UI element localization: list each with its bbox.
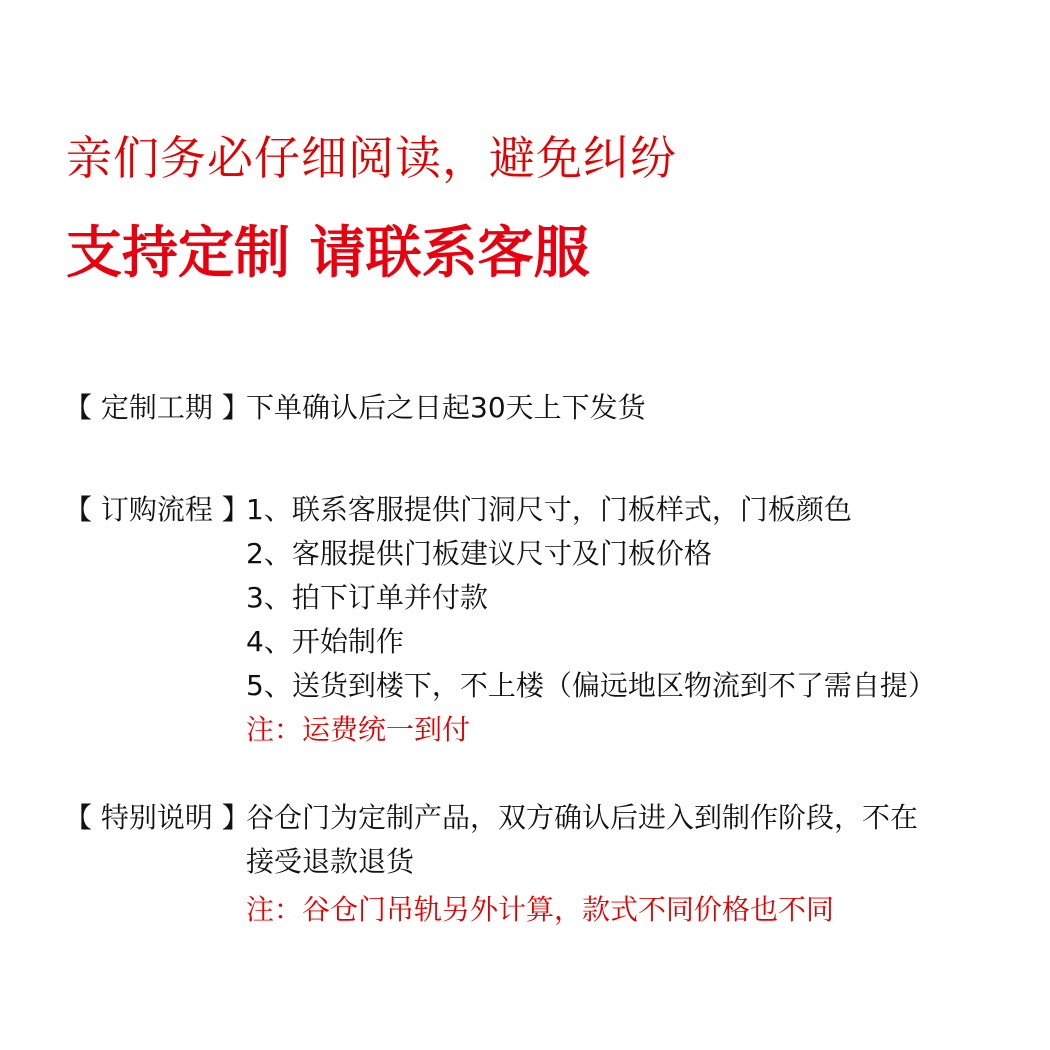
section-special-notes [64, 796, 918, 932]
section-content [246, 488, 936, 752]
process-step-2: 2、客服提供门板建议尺寸及门板价格 [246, 537, 712, 570]
process-step-3: 3、拍下订单并付款 [246, 581, 488, 614]
section-order-process [64, 488, 936, 752]
section-label-special-notes: 【 特别说明 】 [64, 801, 250, 834]
special-line-2: 接受退款退货 [246, 845, 415, 878]
section-content [246, 386, 646, 430]
special-line-1: 谷仓门为定制产品，双方确认后进入到制作阶段，不在 [246, 801, 919, 834]
period-line: 下单确认后之日起30天上下发货 [246, 391, 646, 424]
page-subheadline: 支持定制 请联系客服 [66, 221, 590, 286]
section-label-order-process: 【 订购流程 】 [64, 493, 250, 526]
process-step-1: 1、联系客服提供门洞尺寸，门板样式，门板颜色 [246, 493, 852, 526]
section-content [246, 796, 918, 932]
section-label-production-period: 【 定制工期 】 [64, 391, 250, 424]
special-note: 注：谷仓门吊轨另外计算，款式不同价格也不同 [246, 893, 835, 926]
section-production-period [64, 386, 646, 430]
page-headline: 亲们务必仔细阅读，避免纠纷 [66, 131, 677, 185]
process-note: 注：运费统一到付 [246, 713, 471, 746]
process-step-4: 4、开始制作 [246, 625, 404, 658]
process-step-5: 5、送货到楼下，不上楼（偏远地区物流到不了需自提） [246, 669, 936, 702]
